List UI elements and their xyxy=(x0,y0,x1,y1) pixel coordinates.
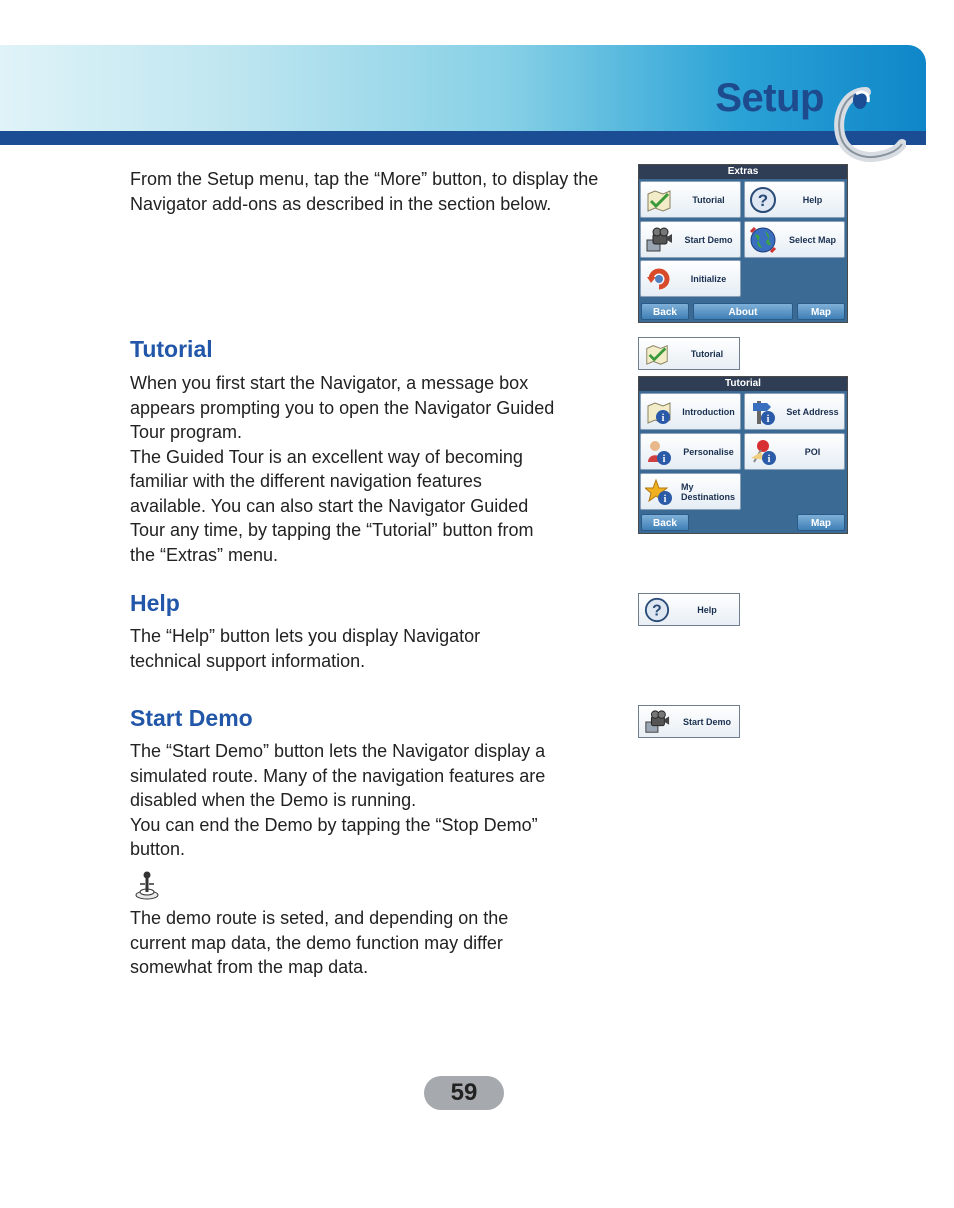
tutorial-text xyxy=(130,371,620,567)
text-line: button. xyxy=(130,839,186,859)
tutorial-screen-title: Tutorial xyxy=(639,377,847,391)
tile-label: Select Map xyxy=(788,234,837,245)
start-demo-button[interactable] xyxy=(638,705,740,738)
button-label: Tutorial xyxy=(690,348,724,359)
back-button[interactable]: Back xyxy=(641,514,689,531)
extras-bottom-bar xyxy=(639,300,847,322)
tile-label: Personalise xyxy=(683,446,734,457)
text-line: appears prompting you to open the Navigator Guided xyxy=(130,397,555,418)
text-line: Tour program. xyxy=(130,422,243,442)
tile-label: POI xyxy=(804,446,821,457)
extras-screen xyxy=(638,164,848,323)
ring-binder-icon xyxy=(832,84,906,164)
extras-tutorial-tile[interactable] xyxy=(640,181,741,218)
extras-start-demo-tile[interactable] xyxy=(640,221,741,258)
text-line: familiar with the different navigation features xyxy=(130,471,482,491)
map-button[interactable]: Map xyxy=(797,303,845,320)
map-check-icon xyxy=(645,186,673,214)
joystick-note-icon xyxy=(134,870,160,900)
tutorial-personalise-tile[interactable] xyxy=(640,433,741,470)
intro-text: From the Setup menu, tap the “More” button, to display the Navigator add-ons as described in the section below. xyxy=(130,169,599,214)
note-text xyxy=(130,906,620,980)
map-button[interactable]: Map xyxy=(797,514,845,531)
pushpin-info-icon xyxy=(749,438,777,466)
tile-label: Introduction xyxy=(682,406,735,417)
help-text xyxy=(130,624,620,673)
text-line: You can end the Demo by tapping the “Stop Demo” xyxy=(130,814,538,835)
map-check-icon xyxy=(644,341,670,367)
text-line: The “Help” button lets you display Navigator xyxy=(130,626,481,646)
tile-label: My Destinations xyxy=(681,481,736,502)
tutorial-bottom-bar xyxy=(639,511,847,533)
text-line: technical support information. xyxy=(130,650,366,671)
tutorial-poi-tile[interactable] xyxy=(744,433,845,470)
tutorial-screen xyxy=(638,376,848,534)
text-line: somewhat from the map data. xyxy=(130,957,369,977)
star-info-icon xyxy=(645,478,673,506)
extras-help-tile[interactable] xyxy=(744,181,845,218)
extras-select-map-tile[interactable] xyxy=(744,221,845,258)
extras-initialize-tile[interactable] xyxy=(640,260,741,297)
button-label: Help xyxy=(697,604,717,615)
extras-title: Extras xyxy=(639,165,847,179)
text-line: The demo route is seted, and depending on the xyxy=(130,908,509,928)
tile-label: Start Demo xyxy=(684,234,733,245)
tile-label: Set Address xyxy=(786,406,839,417)
back-button[interactable]: Back xyxy=(641,303,689,320)
help-button[interactable] xyxy=(638,593,740,626)
question-icon xyxy=(644,597,670,623)
person-info-icon xyxy=(645,438,673,466)
text-line: When you first start the Navigator, a message box xyxy=(130,373,529,393)
signpost-info-icon xyxy=(749,398,777,426)
page-number: 59 xyxy=(424,1076,504,1110)
globe-icon xyxy=(749,226,777,254)
tutorial-introduction-tile[interactable] xyxy=(640,393,741,430)
tutorial-button[interactable] xyxy=(638,337,740,370)
svg-text:i: i xyxy=(766,414,770,425)
svg-text:i: i xyxy=(661,413,665,424)
text-line: available. You can also start the Navigator Guided xyxy=(130,495,529,516)
page-title: Setup xyxy=(715,76,824,120)
svg-text:i: i xyxy=(662,454,666,465)
map-info-icon xyxy=(645,398,673,426)
text-line: simulated route. Many of the navigation features are xyxy=(130,765,546,786)
help-heading: Help xyxy=(130,590,180,616)
camera-icon xyxy=(644,709,670,735)
camera-icon xyxy=(645,226,673,254)
question-icon xyxy=(749,186,777,214)
tile-label: Tutorial xyxy=(692,194,725,205)
svg-text:i: i xyxy=(767,454,771,465)
start-demo-heading: Start Demo xyxy=(130,705,253,731)
tutorial-my-destinations-tile[interactable] xyxy=(640,473,741,510)
text-line: the “Extras” menu. xyxy=(130,544,279,565)
tile-label: Help xyxy=(802,194,823,205)
text-line: current map data, the demo function may differ xyxy=(130,932,503,953)
svg-text:?: ? xyxy=(757,191,769,210)
svg-text:i: i xyxy=(663,494,667,505)
tutorial-heading: Tutorial xyxy=(130,336,213,362)
tutorial-set-address-tile[interactable] xyxy=(744,393,845,430)
header-strip xyxy=(0,131,926,145)
text-line: Tour any time, by tapping the “Tutorial” button from xyxy=(130,520,534,540)
button-label: Start Demo xyxy=(682,716,731,727)
text-line: disabled when the Demo is running. xyxy=(130,790,417,810)
about-button[interactable]: About xyxy=(693,303,793,320)
svg-text:?: ? xyxy=(652,602,662,620)
text-line: The Guided Tour is an excellent way of becoming xyxy=(130,446,523,467)
text-line: The “Start Demo” button lets the Navigator display a xyxy=(130,741,546,761)
tile-label: Initialize xyxy=(690,273,727,284)
start-demo-text xyxy=(130,739,620,862)
refresh-icon xyxy=(645,265,673,293)
